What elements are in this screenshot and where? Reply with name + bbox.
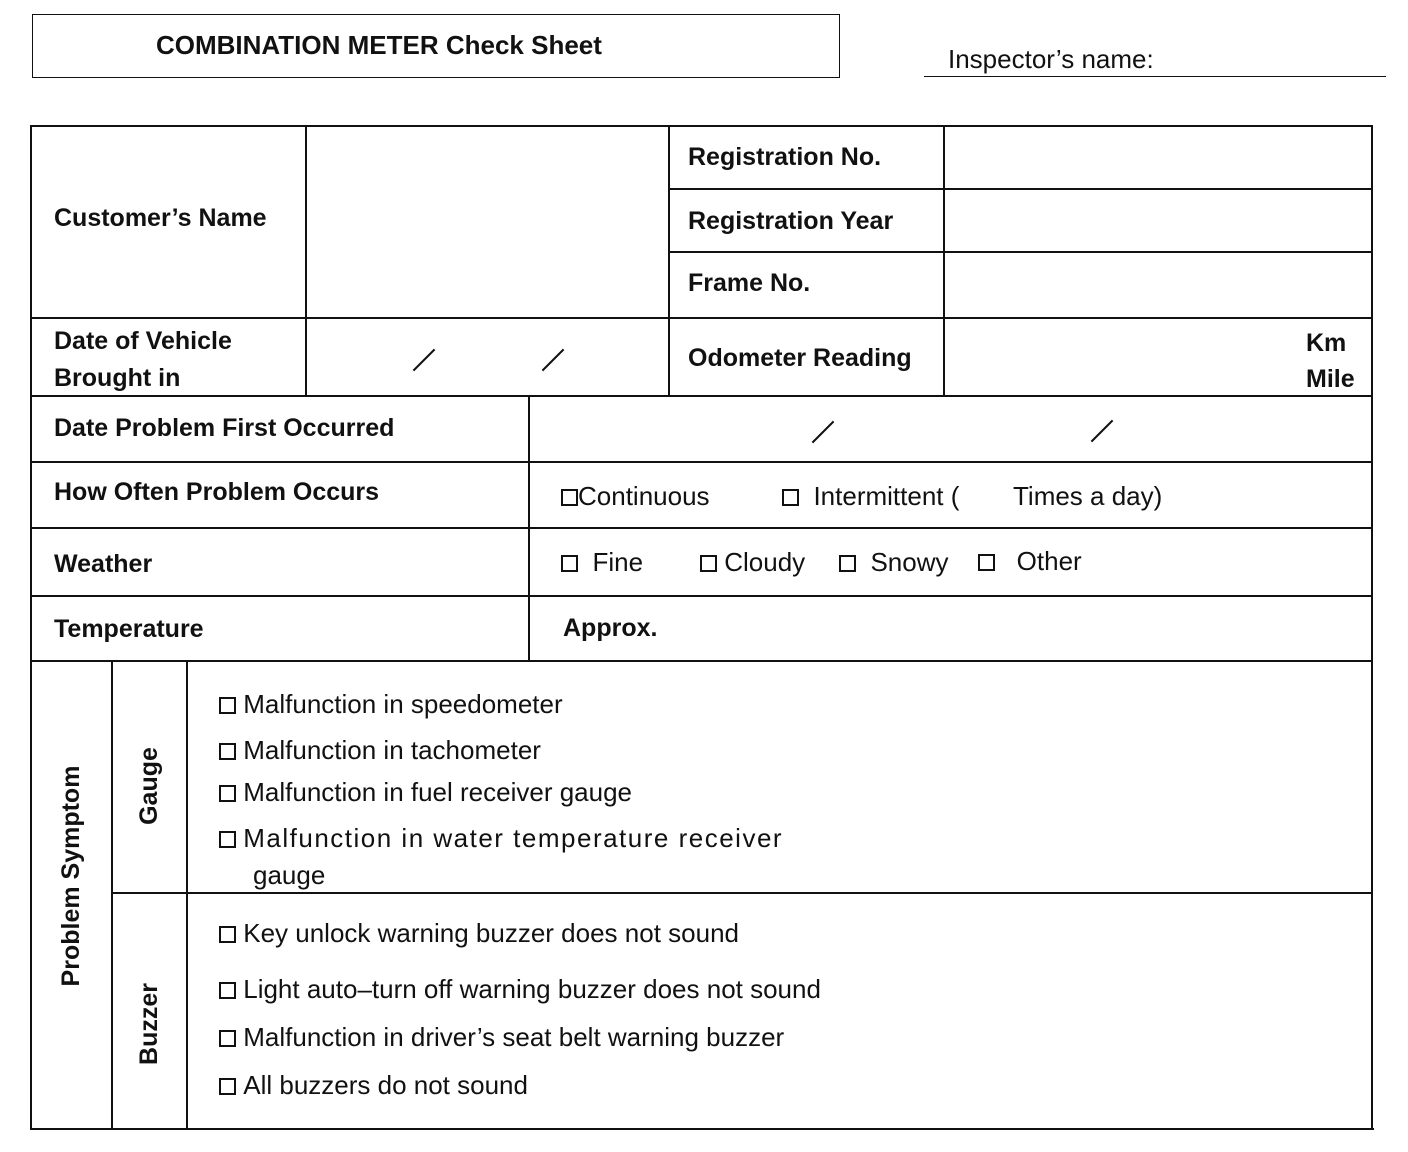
weather-option-label: Snowy <box>870 547 949 577</box>
gauge-item-label: Malfunction in water temperature receiver <box>243 823 784 853</box>
buzzer-item-label: Malfunction in driver’s seat belt warning buzzer <box>243 1022 785 1052</box>
registration-no-field[interactable] <box>946 128 1370 187</box>
grid-line <box>30 395 1372 397</box>
date-first-occurred-field[interactable] <box>531 398 1369 460</box>
weather-option-snowy[interactable] <box>839 546 949 578</box>
gauge-item-label: Malfunction in tachometer <box>243 735 541 765</box>
grid-line <box>668 188 1372 190</box>
buzzer-item-label: Light auto–turn off warning buzzer does not sound <box>243 974 821 1004</box>
weather-option-label: Fine <box>592 547 644 577</box>
gauge-item-label: Malfunction in speedometer <box>243 689 563 719</box>
buzzer-item-light-auto-off[interactable] <box>219 973 821 1005</box>
gauge-item-label-continued: gauge <box>253 860 326 890</box>
checkbox[interactable] <box>219 831 236 848</box>
checkbox[interactable] <box>978 554 995 571</box>
weather-option-label: Other <box>1016 546 1082 576</box>
how-often-label: How Often Problem Occurs <box>54 478 380 506</box>
grid-line <box>111 660 113 1128</box>
grid-line <box>668 125 670 395</box>
customer-name-field[interactable] <box>308 128 666 316</box>
option-intermittent[interactable] <box>782 480 959 512</box>
gauge-item-speedometer[interactable] <box>219 688 563 720</box>
times-a-day-label: Times a day) <box>1013 481 1163 511</box>
grid-line <box>1371 125 1373 1130</box>
buzzer-label: Buzzer <box>135 983 163 1065</box>
checkbox[interactable] <box>561 489 578 506</box>
option-intermittent-label: Intermittent ( <box>813 481 960 511</box>
grid-line <box>186 660 188 1128</box>
buzzer-item-key-unlock[interactable] <box>219 917 739 949</box>
grid-line <box>30 461 1372 463</box>
checkbox[interactable] <box>219 785 236 802</box>
grid-line <box>30 660 1372 662</box>
buzzer-item-label: Key unlock warning buzzer does not sound <box>243 918 739 948</box>
grid-line <box>528 395 530 660</box>
grid-line <box>30 125 1372 127</box>
checkbox[interactable] <box>219 1030 236 1047</box>
grid-line <box>943 125 945 395</box>
checkbox[interactable] <box>219 926 236 943</box>
frame-no-label: Frame No. <box>688 269 811 297</box>
grid-line <box>30 1128 1374 1130</box>
weather-option-fine[interactable] <box>561 546 643 578</box>
odometer-unit-mile: Mile <box>1306 365 1355 393</box>
grid-line <box>112 892 1372 894</box>
weather-option-other[interactable] <box>978 545 1082 577</box>
checkbox[interactable] <box>839 555 856 572</box>
gauge-item-fuel[interactable] <box>219 776 632 808</box>
buzzer-item-all-buzzers[interactable] <box>219 1069 528 1101</box>
odometer-label: Odometer Reading <box>688 344 912 372</box>
registration-no-label: Registration No. <box>688 143 882 171</box>
registration-year-field[interactable] <box>946 191 1370 250</box>
grid-line <box>30 317 1372 319</box>
checkbox[interactable] <box>700 555 717 572</box>
gauge-item-tachometer[interactable] <box>219 734 541 766</box>
gauge-item-water-temperature[interactable] <box>219 822 783 854</box>
gauge-item-label: Malfunction in fuel receiver gauge <box>243 777 633 807</box>
grid-line <box>668 251 1372 253</box>
temperature-approx: Approx. <box>563 614 658 642</box>
buzzer-item-label: All buzzers do not sound <box>243 1070 528 1100</box>
date-brought-in-label-line2: Brought in <box>54 364 181 392</box>
frame-no-field[interactable] <box>946 254 1370 316</box>
weather-option-label: Cloudy <box>724 547 806 577</box>
checkbox[interactable] <box>219 697 236 714</box>
problem-symptom-label: Problem Symptom <box>57 765 85 987</box>
checkbox[interactable] <box>219 743 236 760</box>
checkbox[interactable] <box>782 489 799 506</box>
customer-name-label: Customer’s Name <box>54 204 267 232</box>
temperature-label: Temperature <box>54 615 204 643</box>
weather-option-cloudy[interactable] <box>700 546 805 578</box>
grid-line <box>30 125 32 1130</box>
checkbox[interactable] <box>219 1078 236 1095</box>
date-brought-in-field[interactable] <box>308 320 666 394</box>
weather-label: Weather <box>54 550 153 578</box>
grid-line <box>305 125 307 395</box>
option-continuous[interactable] <box>561 480 710 512</box>
date-brought-in-label-line1: Date of Vehicle <box>54 327 232 355</box>
odometer-unit-km: Km <box>1306 329 1347 357</box>
inspector-name-field[interactable] <box>924 76 1386 77</box>
inspector-label: Inspector’s name: <box>948 44 1154 74</box>
grid-line <box>30 527 1372 529</box>
buzzer-item-seat-belt[interactable] <box>219 1021 784 1053</box>
grid-line <box>30 595 1372 597</box>
option-continuous-label: Continuous <box>578 481 710 511</box>
checkbox[interactable] <box>219 982 236 999</box>
sheet-title: COMBINATION METER Check Sheet <box>156 30 602 60</box>
registration-year-label: Registration Year <box>688 207 894 235</box>
date-first-occurred-label: Date Problem First Occurred <box>54 414 395 442</box>
checkbox[interactable] <box>561 555 578 572</box>
gauge-label: Gauge <box>135 747 163 825</box>
